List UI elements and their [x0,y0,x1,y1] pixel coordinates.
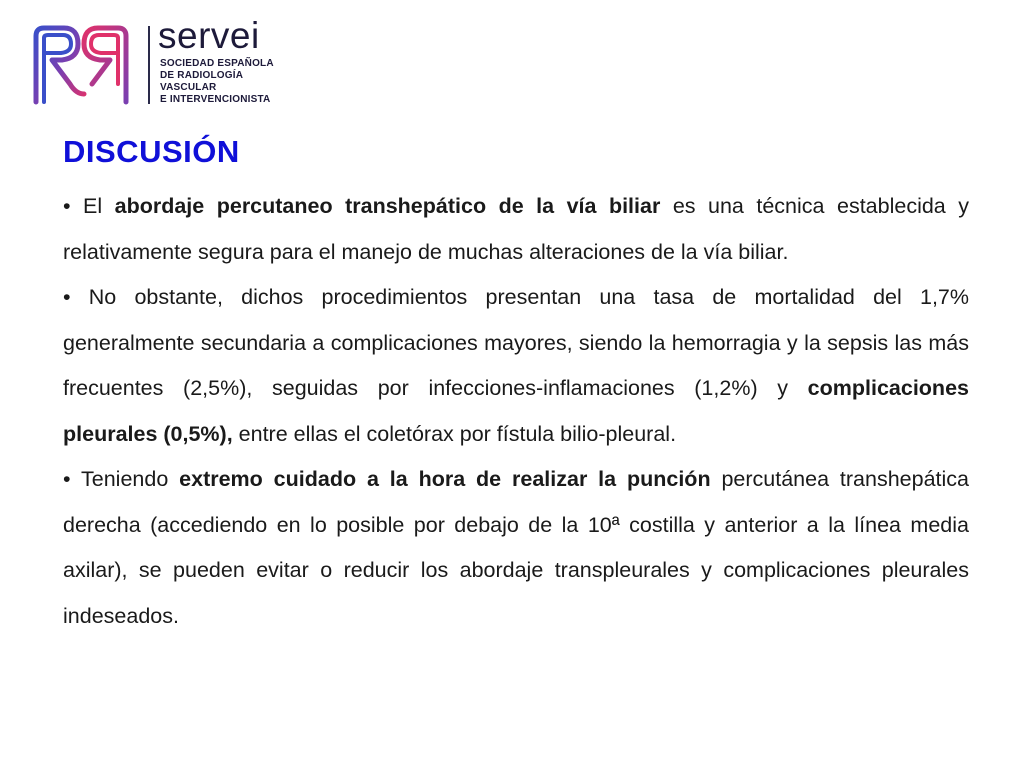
page-title: DISCUSIÓN [63,134,240,169]
discussion-body [63,184,969,639]
servei-logo [30,15,290,112]
paragraph-text: entre ellas el coletórax por fístula bilio-pleural. [232,421,677,446]
paragraph-text: percutánea transhepática derecha (accediendo en lo posible por debajo de la 10ª costilla y anterior a la línea media axilar), se pueden evitar o reducir los abordaje transpleurales y complicaciones pleurales indeseados. [63,467,969,628]
bullet-paragraph [63,184,969,275]
logo-divider [148,26,150,104]
paragraph-text: • El [63,194,115,218]
bullet-paragraph [63,275,969,457]
paragraph-text: • No obstante, dichos procedimientos presentan una tasa de mortalidad del 1,7% generalmente secundaria a complicaciones mayores, siendo la hemorragia y la sepsis las más frecuentes (2,5%), seguidas por infecciones-inflamaciones (1,2%) y [63,285,969,400]
servei-logo-mark-icon [30,24,132,106]
paragraph-text: es una técnica establecida y relativamente segura para el manejo de muchas alteraciones de la vía biliar. [63,194,969,264]
logo-subtitle [160,58,274,106]
paragraph-bold-text: abordaje percutaneo transhepático de la vía biliar [114,194,661,218]
logo-subtitle-line: SOCIEDAD ESPAÑOLA [160,58,274,69]
paragraph-text: • Teniendo [63,467,180,491]
paragraph-bold-text: complicaciones pleurales (0,5%), [63,376,969,446]
bullet-paragraph [63,457,969,639]
logo-subtitle-line: VASCULAR [160,82,217,93]
logo-subtitle-line: DE RADIOLOGÍA [160,70,244,81]
logo-subtitle-line: E INTERVENCIONISTA [160,94,271,105]
logo-name: servei [158,15,260,56]
paragraph-bold-text: extremo cuidado a la hora de realizar la punción [179,467,711,491]
